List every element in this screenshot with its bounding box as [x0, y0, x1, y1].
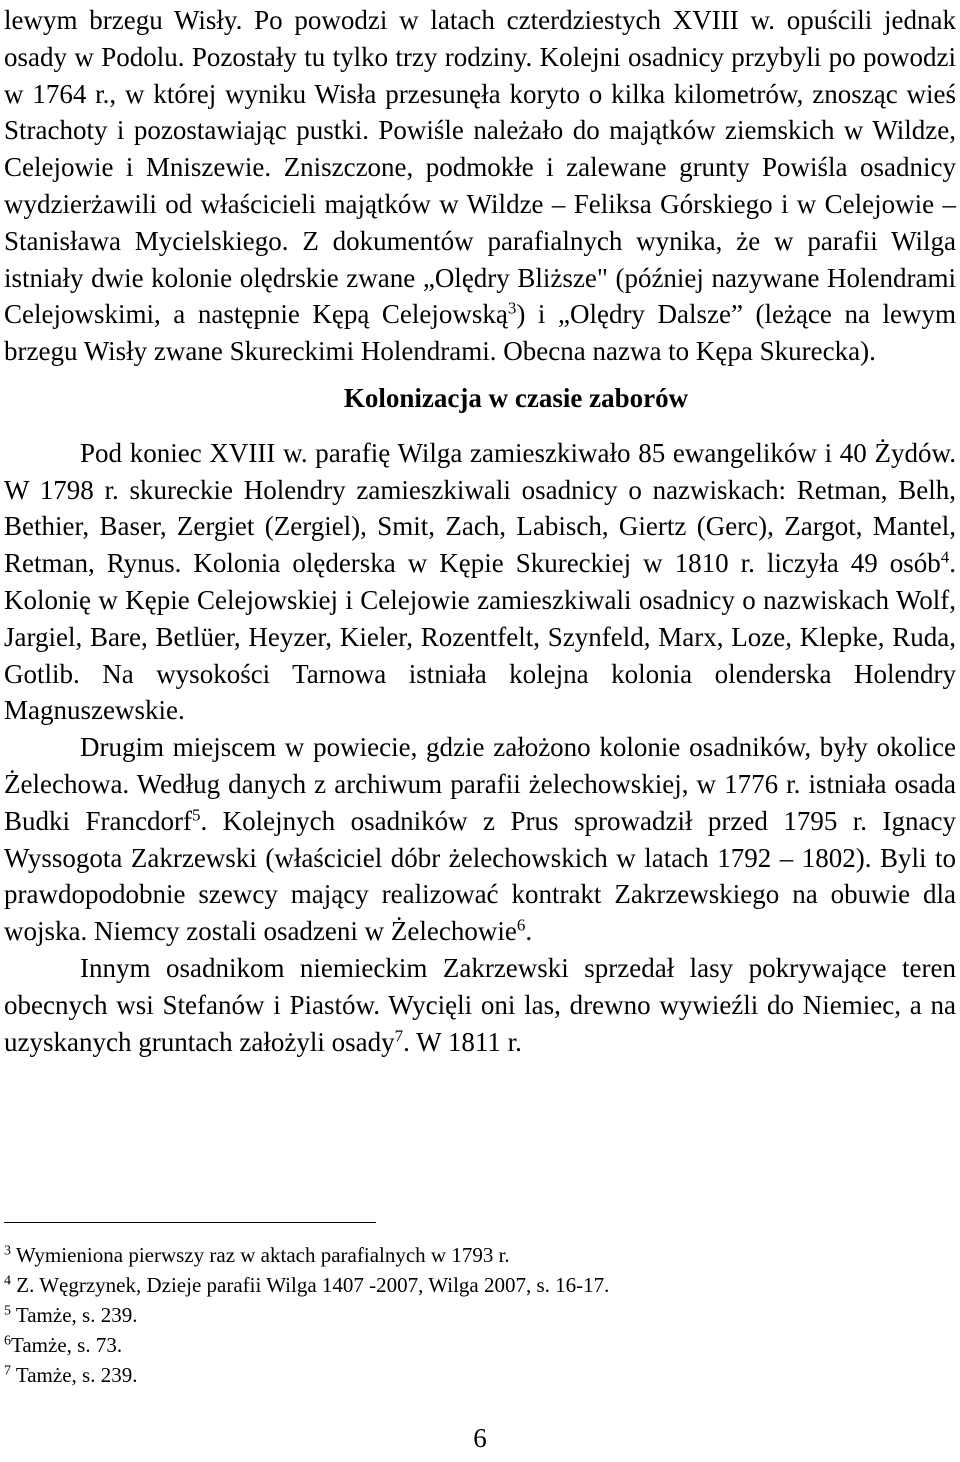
footnote: [4, 1300, 904, 1330]
footnote: [4, 1360, 904, 1390]
footnote-number: 7: [4, 1363, 11, 1379]
footnote-text: Wymieniona pierwszy raz w aktach parafialnych w 1793 r.: [11, 1243, 510, 1267]
footnote: [4, 1240, 904, 1270]
paragraph-text: lewym brzegu Wisły. Po powodzi w latach czterdziestych XVIII w. opuścili jednak osady w Podolu. Pozostały tu tylko trzy rodziny. Kolejni osadnicy przybyli po powodzi w 1764 r., w której wyniku Wisła przesunęła koryto o kilka kilometrów, znosząc wieś Strachoty i pozostawiając pustki. Powiśle należało do majątków ziemskich w Wildze, Celejowie i Mniszewie. Zniszczone, podmokłe i zalewane grunty Powiśla osadnicy wydzierżawili od właścicieli majątków w Wildze – Feliksa Górskiego i w Celejowie – Stanisława Mycielskiego. Z dokumentów parafialnych wynika, że w parafii Wilga istniały dwie kolonie olędrskie zwane „Olędry Bliższe" (później nazywane Holendrami Celejowskimi, a następnie Kępą Celejowską: [4, 5, 956, 330]
footnote-number: 6: [4, 1333, 11, 1349]
footnote-text: Tamże, s. 239.: [11, 1363, 138, 1387]
footnotes: [4, 1240, 904, 1390]
paragraph-text: . W 1811 r.: [403, 1026, 522, 1057]
footnote-reference: 3: [507, 299, 517, 319]
footnote-text: Tamże, s. 73.: [11, 1333, 123, 1357]
body-text: [4, 2, 956, 1060]
footnote: [4, 1330, 904, 1360]
paragraph-text: Pod koniec XVIII w. parafię Wilga zamieszkiwało 85 ewangelików i 40 Żydów. W 1798 r. skureckie Holendry zamieszkiwali osadnicy o nazwiskach: Retman, Belh, Bethier, Baser, Zergiet (Zergiel), Smit, Zach, Labisch, Giertz (Gerc), Zargot, Mantel, Retman, Rynus. Kolonia olęderska w Kępie Skureckiej w 1810 r. liczyła 49 osób: [4, 437, 956, 579]
footnote-number: 5: [4, 1303, 11, 1319]
paragraph: [4, 729, 956, 950]
footnote-reference: 7: [394, 1026, 404, 1046]
footnote-reference: 5: [191, 805, 201, 825]
paragraph-text: . Kolejnych osadników z Prus sprowadził przed 1795 r. Ignacy Wyssogota Zakrzewski (właściciel dóbr żelechowskich w latach 1792 – 1802). Byli to prawdopodobnie szewcy mający realizować kontrakt Zakrzewskiego na obuwie dla wojska. Niemcy zostali osadzeni w Żelechowie: [4, 805, 956, 947]
footnote-number: 3: [4, 1243, 11, 1259]
paragraph-text: .: [525, 916, 533, 947]
footnote-text: Z. Węgrzynek, Dzieje parafii Wilga 1407 -2007, Wilga 2007, s. 16-17.: [11, 1273, 610, 1297]
footnote-reference: 6: [516, 915, 526, 935]
paragraph-text: Drugim miejscem w powiecie, gdzie założono kolonie osadników, były okolice Żelechowa. Według danych z archiwum parafii żelechowskiej, w 1776 r. istniała osada Budki Francdorf: [4, 732, 956, 836]
footnote-text: Tamże, s. 239.: [11, 1303, 138, 1327]
footnote: [4, 1270, 904, 1300]
paragraph: [4, 435, 956, 729]
paragraph: [4, 2, 956, 370]
footnote-separator: [4, 1222, 376, 1223]
footnote-number: 4: [4, 1273, 11, 1289]
paragraph-text: ) i „Olędry Dalsze” (leżące na lewym brzegu Wisły zwane Skureckimi Holendrami. Obecna nazwa to Kępa Skurecka).: [4, 299, 956, 367]
section-heading: Kolonizacja w czasie zaborów: [343, 382, 689, 413]
paragraph: [4, 950, 956, 1060]
paragraph-text: Innym osadnikom niemieckim Zakrzewski sprzedał lasy pokrywające teren obecnych wsi Stefanów i Piastów. Wycięli oni las, drewno wywieźli do Niemiec, a na uzyskanych gruntach założyli osady: [4, 952, 956, 1057]
page-number: 6: [473, 1423, 487, 1453]
paragraph-text: . Kolonię w Kępie Celejowskiej i Celejowie zamieszkiwali osadnicy o nazwiskach Wolf, Jargiel, Bare, Betlüer, Heyzer, Kieler, Rozentfelt, Szynfeld, Marx, Loze, Klepke, Ruda, Gotlib. Na wysokości Tarnowa istniała kolejna kolonia olenderska Holendry Magnuszewskie.: [4, 548, 956, 726]
footnote-reference: 4: [940, 547, 950, 567]
